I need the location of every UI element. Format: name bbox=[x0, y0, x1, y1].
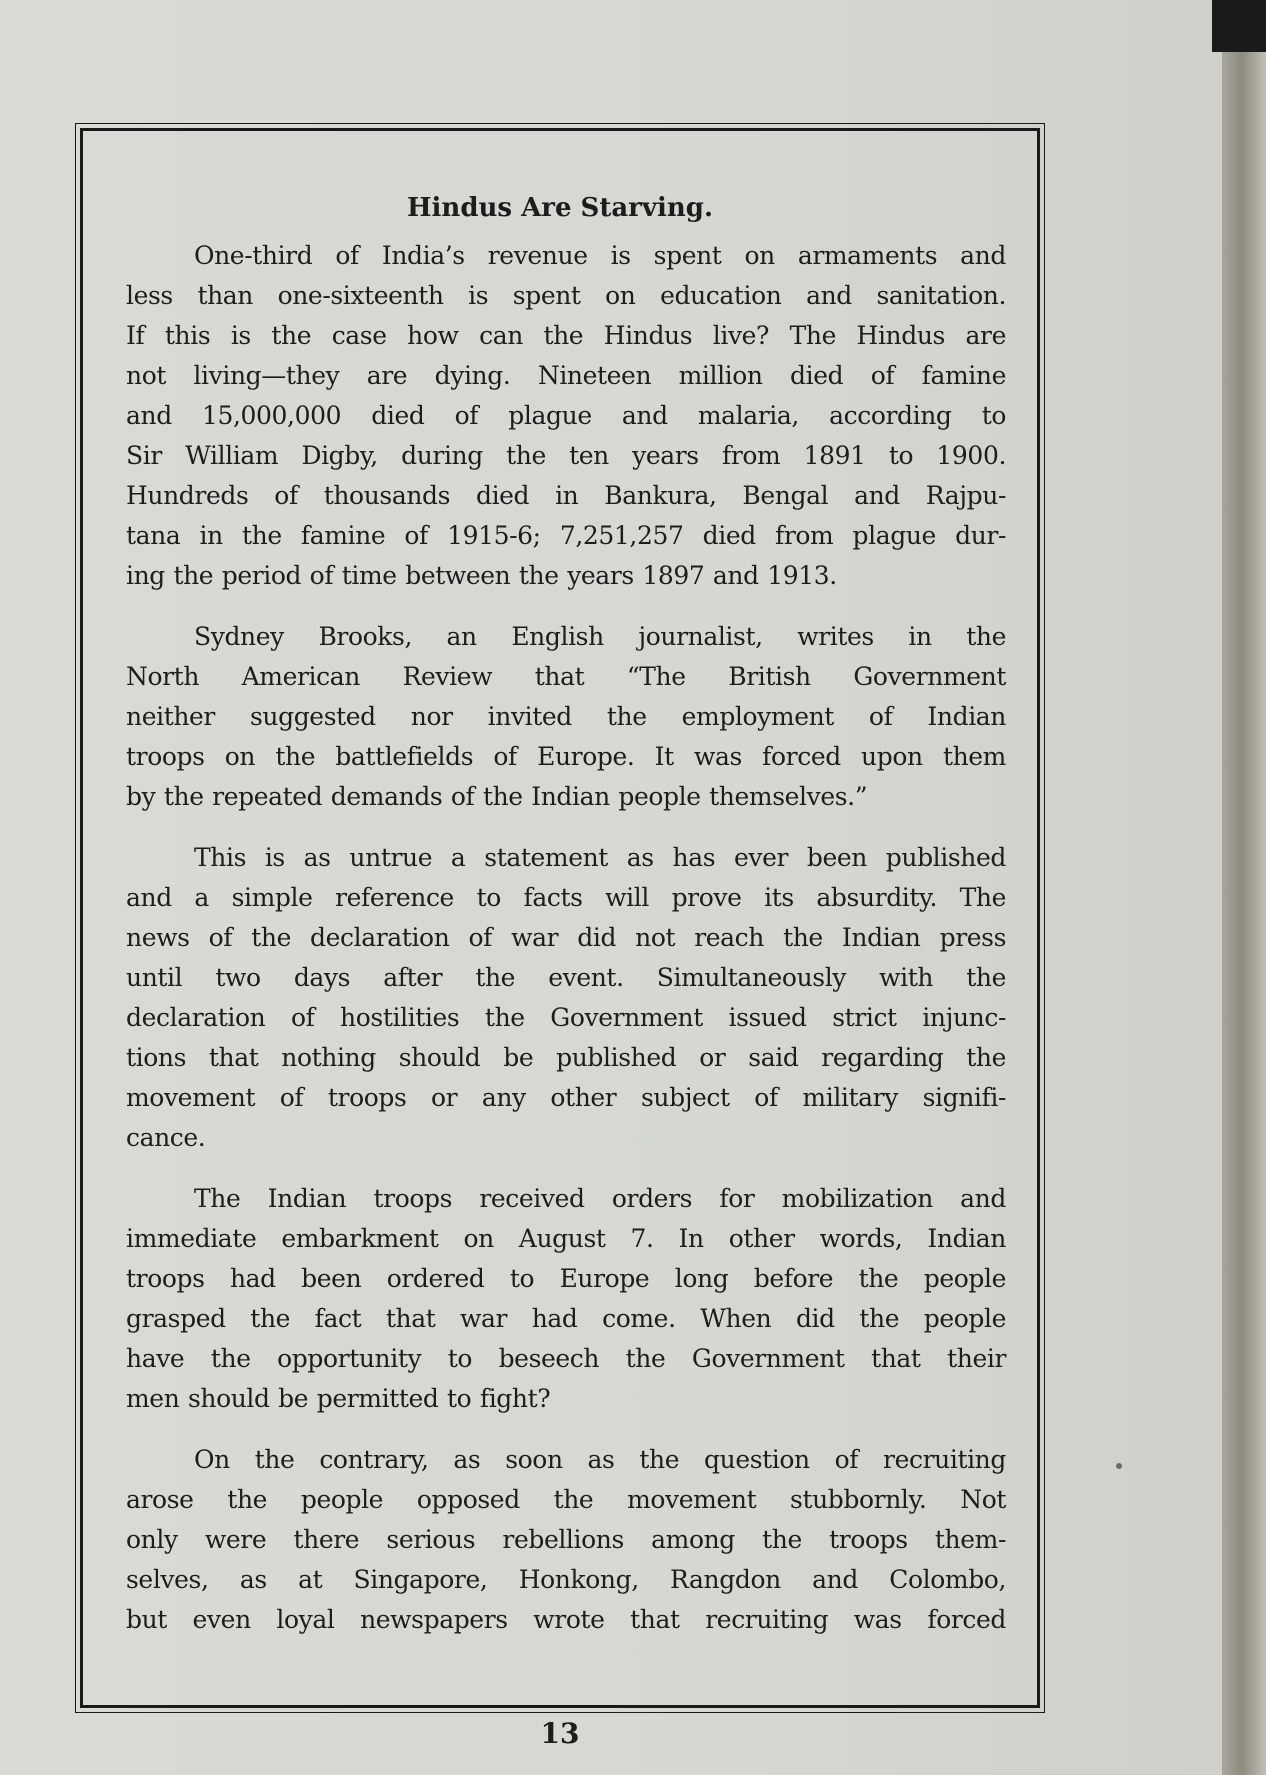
paragraph-2 bbox=[126, 617, 1006, 817]
paragraph-4 bbox=[126, 1179, 1006, 1419]
text-line: cance. bbox=[126, 1123, 206, 1152]
paragraph-5 bbox=[126, 1440, 1006, 1640]
text-line: ing the period of time between the years 1897 and 1913. bbox=[126, 561, 837, 590]
page-number: 13 bbox=[540, 1717, 580, 1750]
text-line: less than one-sixteenth is spent on education and sanitation. bbox=[126, 281, 1006, 310]
text-line: immediate embarkment on August 7. In other words, Indian bbox=[126, 1224, 1006, 1253]
text-line: arose the people opposed the movement stubbornly. Not bbox=[126, 1485, 1006, 1514]
paper-speck bbox=[1116, 1463, 1122, 1469]
text-line: selves, as at Singapore, Honkong, Rangdon and Colombo, bbox=[126, 1565, 1006, 1594]
text-line: If this is the case how can the Hindus live? The Hindus are bbox=[126, 321, 1006, 350]
text-line: by the repeated demands of the Indian people themselves.” bbox=[126, 782, 868, 811]
text-line: grasped the fact that war had come. When did the people bbox=[126, 1304, 1006, 1333]
text-line: men should be permitted to fight? bbox=[126, 1384, 551, 1413]
background-corner bbox=[1212, 0, 1266, 52]
text-line: Hundreds of thousands died in Bankura, Bengal and Rajpu- bbox=[126, 481, 1006, 510]
text-line: tions that nothing should be published or said regarding the bbox=[126, 1043, 1006, 1072]
text-line: and 15,000,000 died of plague and malaria, according to bbox=[126, 401, 1006, 430]
body-text bbox=[126, 236, 1006, 1661]
page-edge bbox=[1222, 30, 1266, 1775]
text-line: until two days after the event. Simultaneously with the bbox=[126, 963, 1006, 992]
text-line: North American Review that “The British Government bbox=[126, 662, 1006, 691]
text-line: tana in the famine of 1915-6; 7,251,257 died from plague dur- bbox=[126, 521, 1006, 550]
text-line: neither suggested nor invited the employment of Indian bbox=[126, 702, 1006, 731]
paragraph-1 bbox=[126, 236, 1006, 596]
paragraph-3 bbox=[126, 838, 1006, 1158]
text-line: news of the declaration of war did not reach the Indian press bbox=[126, 923, 1006, 952]
text-line: declaration of hostilities the Government issued strict injunc- bbox=[126, 1003, 1006, 1032]
text-line: On the contrary, as soon as the question of recruiting bbox=[194, 1445, 1006, 1474]
text-line: movement of troops or any other subject of military signifi- bbox=[126, 1083, 1006, 1112]
text-frame bbox=[80, 128, 1040, 1708]
text-line: but even loyal newspapers wrote that recruiting was forced bbox=[126, 1605, 1006, 1634]
text-line: One-third of India’s revenue is spent on armaments and bbox=[194, 241, 1006, 270]
text-line: The Indian troops received orders for mobilization and bbox=[194, 1184, 1006, 1213]
text-line: only were there serious rebellions among the troops them- bbox=[126, 1525, 1006, 1554]
page-heading: Hindus Are Starving. bbox=[406, 193, 714, 223]
text-line: and a simple reference to facts will prove its absurdity. The bbox=[126, 883, 1006, 912]
text-line: have the opportunity to beseech the Government that their bbox=[126, 1344, 1006, 1373]
text-line: not living—they are dying. Nineteen million died of famine bbox=[126, 361, 1006, 390]
text-line: Sydney Brooks, an English journalist, writes in the bbox=[194, 622, 1006, 651]
text-line: troops had been ordered to Europe long before the people bbox=[126, 1264, 1006, 1293]
text-line: This is as untrue a statement as has ever been published bbox=[194, 843, 1006, 872]
text-line: troops on the battlefields of Europe. It was forced upon them bbox=[126, 742, 1006, 771]
text-line: Sir William Digby, during the ten years from 1891 to 1900. bbox=[126, 441, 1006, 470]
